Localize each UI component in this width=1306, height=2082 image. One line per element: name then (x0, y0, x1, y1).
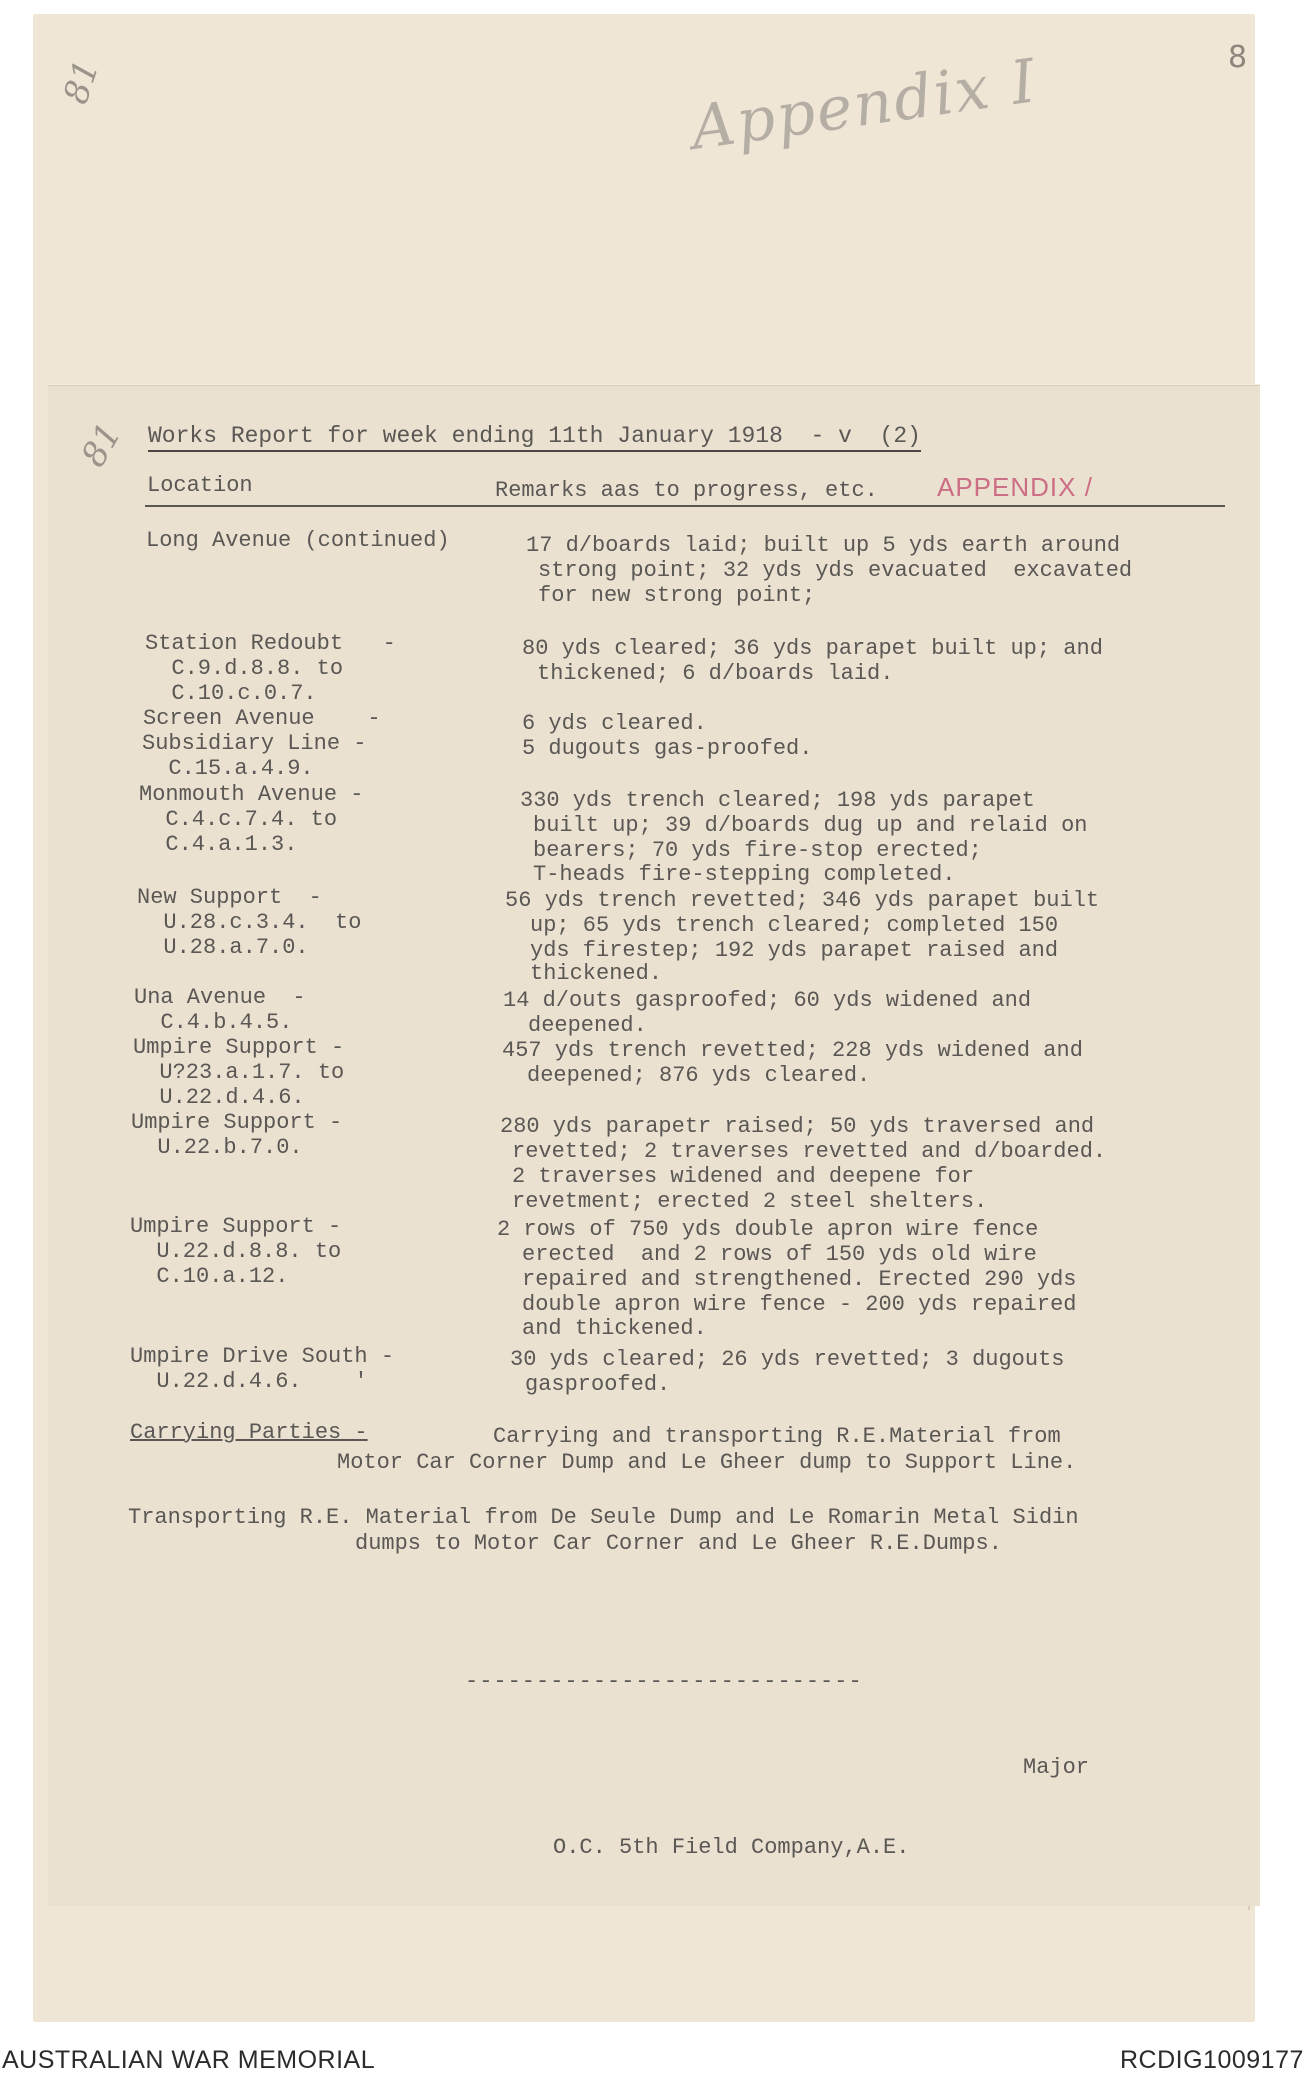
entry-remark: and thickened. (522, 1316, 707, 1341)
entry-remark: revetted; 2 traverses revetted and d/boarded. (512, 1139, 1107, 1164)
entry-remark: thickened; 6 d/boards laid. (537, 661, 894, 686)
entry-remark: deepened. (528, 1013, 647, 1038)
signature-rank: Major (1023, 1755, 1090, 1780)
entry-location: Screen Avenue - (143, 706, 381, 731)
entry-location: C.10.a.12. (130, 1264, 289, 1289)
entry-remark: 14 d/outs gasproofed; 60 yds widened and (503, 988, 1032, 1013)
entry-remark: deepened; 876 yds cleared. (527, 1063, 871, 1088)
signature-unit: O.C. 5th Field Company,A.E. (553, 1835, 910, 1860)
entry-remark: 280 yds parapetr raised; 50 yds traversed and (500, 1114, 1095, 1139)
entry-remark: thickened. (530, 961, 663, 986)
entry-location: Umpire Support - (133, 1035, 345, 1060)
entry-location: C.9.d.8.8. to (145, 656, 344, 681)
header-rule (145, 505, 1225, 507)
entry-location: Umpire Support - (130, 1214, 342, 1239)
entry-location: C.15.a.4.9. (142, 756, 314, 781)
carrying-parties-text: Carrying and transporting R.E.Material from (493, 1424, 1061, 1449)
entry-remark: 80 yds cleared; 36 yds parapet built up; and (522, 636, 1103, 661)
entry-location: Station Redoubt - (145, 631, 396, 656)
entry-location: C.4.b.4.5. (134, 1010, 293, 1035)
entry-location: Long Avenue (continued) (146, 528, 450, 553)
entry-remark: gasproofed. (525, 1372, 671, 1397)
entry-location: C.4.c.7.4. to (139, 807, 338, 832)
entry-location: Subsidiary Line - (142, 731, 367, 756)
entry-remark: bearers; 70 yds fire-stop erected; (533, 838, 982, 863)
entry-remark: 17 d/boards laid; built up 5 yds earth around (526, 533, 1121, 558)
entry-remark: 330 yds trench cleared; 198 yds parapet (520, 788, 1035, 813)
entry-location: U.28.c.3.4. to (137, 910, 362, 935)
entry-remark: repaired and strengthened. Erected 290 yds (522, 1267, 1077, 1292)
entry-remark: revetment; erected 2 steel shelters. (512, 1189, 988, 1214)
entry-remark: double apron wire fence - 200 yds repaired (522, 1292, 1077, 1317)
folio-number-mid: 81 (73, 416, 130, 474)
entry-location: Umpire Drive South - (130, 1344, 395, 1369)
appendix-stamp: APPENDIX / (937, 472, 1093, 502)
entry-remark: 2 rows of 750 yds double apron wire fence (497, 1217, 1039, 1242)
entry-remark: yds firestep; 192 yds parapet raised and (530, 938, 1059, 963)
entry-remark: strong point; 32 yds yds evacuated excavated (538, 558, 1133, 583)
section-divider: ---------------------------- (465, 1669, 863, 1694)
entry-remark: 2 traverses widened and deepene for (512, 1164, 975, 1189)
report-title: Works Report for week ending 11th January 1918 - v (2) (148, 424, 921, 452)
appendix-pencil-note: Appendix I (686, 46, 1042, 164)
entry-location: U?23.a.1.7. to (133, 1060, 345, 1085)
entry-remark: for new strong point; (538, 583, 816, 608)
entry-remark: erected and 2 rows of 150 yds old wire (522, 1242, 1037, 1267)
entry-remark: T-heads fire-stepping completed. (533, 862, 956, 887)
entry-remark: 457 yds trench revetted; 228 yds widened and (502, 1038, 1083, 1063)
entry-location: U.22.b.7.0. (131, 1135, 303, 1160)
entry-location: U.22.d.8.8. to (130, 1239, 342, 1264)
entry-location: New Support - (137, 885, 322, 910)
entry-location: U.28.a.7.0. (137, 935, 309, 960)
carrying-parties-label: Carrying Parties - (130, 1420, 368, 1445)
entry-remark: 30 yds cleared; 26 yds revetted; 3 dugouts (510, 1347, 1065, 1372)
entry-location: Monmouth Avenue - (139, 782, 364, 807)
entry-location: U.22.d.4.6. ' (130, 1369, 368, 1394)
entry-location: C.10.c.0.7. (145, 681, 317, 706)
column-header-location: Location (147, 473, 253, 498)
entry-remark: up; 65 yds trench cleared; completed 150 (530, 913, 1059, 938)
entry-remark: 56 yds trench revetted; 346 yds parapet built (505, 888, 1100, 913)
footer-institution: AUSTRALIAN WAR MEMORIAL (2, 2046, 376, 2074)
transport-text: Transporting R.E. Material from De Seule Dump and Le Romarin Metal Sidin (128, 1505, 1079, 1530)
carrying-parties-text: Motor Car Corner Dump and Le Gheer dump to Support Line. (337, 1450, 1077, 1475)
entry-remark: 6 yds cleared. (522, 711, 707, 736)
folio-number-top: 81 (55, 55, 108, 109)
column-header-remarks: Remarks aas to progress, etc. (495, 478, 878, 503)
entry-remark: 5 dugouts gas-proofed. (522, 736, 813, 761)
entry-location: U.22.d.4.6. (133, 1085, 305, 1110)
entry-location: C.4.a.1.3. (139, 832, 298, 857)
entry-location: Umpire Support - (131, 1110, 343, 1135)
page-number: 8 (1228, 40, 1248, 75)
transport-text: dumps to Motor Car Corner and Le Gheer R.E.Dumps. (355, 1531, 1002, 1556)
entry-location: Una Avenue - (134, 985, 306, 1010)
entry-remark: built up; 39 d/boards dug up and relaid on (533, 813, 1088, 838)
footer-catalogue-id: RCDIG1009177 (1120, 2046, 1304, 2074)
